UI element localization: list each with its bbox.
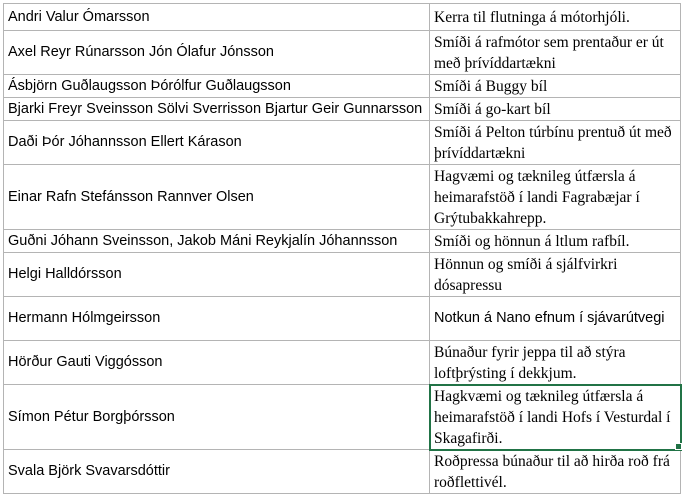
project-cell[interactable]: Búnaður fyrir jeppa til að stýra loftþrýsting í dekkjum. bbox=[430, 341, 681, 385]
project-cell[interactable]: Hagvæmi og tæknileg útfærsla á heimarafstöð í landi Fagrabæjar í Grýtubakkahrepp. bbox=[430, 165, 681, 230]
table-row bbox=[4, 450, 681, 494]
project-cell[interactable]: Smíði og hönnun á ltlum rafbíl. bbox=[430, 230, 681, 253]
table-row bbox=[4, 4, 681, 31]
project-cell[interactable]: Smíði á Pelton túrbínu prentuð út með þrívíddartækni bbox=[430, 121, 681, 165]
name-cell[interactable]: Hörður Gauti Viggósson bbox=[4, 341, 430, 385]
name-cell[interactable]: Einar Rafn Stefánsson Rannver Olsen bbox=[4, 165, 430, 230]
table-row bbox=[4, 121, 681, 165]
fill-handle[interactable] bbox=[675, 443, 682, 450]
project-cell[interactable]: Smíði á go-kart bíl bbox=[430, 98, 681, 121]
name-cell[interactable]: Hermann Hólmgeirsson bbox=[4, 297, 430, 341]
project-cell[interactable]: Smíði á rafmótor sem prentaður er út með þrívíddartækni bbox=[430, 31, 681, 75]
name-cell[interactable]: Símon Pétur Borgþórsson bbox=[4, 385, 430, 450]
table-row bbox=[4, 75, 681, 98]
table-row bbox=[4, 341, 681, 385]
project-cell[interactable]: Notkun á Nano efnum í sjávarútvegi bbox=[430, 297, 681, 341]
project-cell[interactable]: Hönnun og smíði á sjálfvirkri dósapressu bbox=[430, 253, 681, 297]
project-cell[interactable]: Smíði á Buggy bíl bbox=[430, 75, 681, 98]
selected-project-cell[interactable]: Hagkvæmi og tæknileg útfærsla á heimarafstöð í landi Hofs í Vesturdal í Skagafirði. bbox=[430, 385, 681, 450]
name-cell[interactable]: Svala Björk Svavarsdóttir bbox=[4, 450, 430, 494]
table-row bbox=[4, 253, 681, 297]
name-cell[interactable]: Axel Reyr Rúnarsson Jón Ólafur Jónsson bbox=[4, 31, 430, 75]
name-cell[interactable]: Bjarki Freyr Sveinsson Sölvi Sverrisson Bjartur Geir Gunnarsson bbox=[4, 98, 430, 121]
name-cell[interactable]: Daði Þór Jóhannsson Ellert Kárason bbox=[4, 121, 430, 165]
project-cell[interactable]: Roðpressa búnaður til að hirða roð frá roðflettivél. bbox=[430, 450, 681, 494]
name-cell[interactable]: Guðni Jóhann Sveinsson, Jakob Máni Reykjalín Jóhannsson bbox=[4, 230, 430, 253]
table-row bbox=[4, 230, 681, 253]
table-row bbox=[4, 165, 681, 230]
project-cell[interactable]: Kerra til flutninga á mótorhjóli. bbox=[430, 4, 681, 31]
table-row bbox=[4, 31, 681, 75]
name-cell[interactable]: Helgi Halldórsson bbox=[4, 253, 430, 297]
table-row bbox=[4, 297, 681, 341]
table-row bbox=[4, 98, 681, 121]
name-cell[interactable]: Andri Valur Ómarsson bbox=[4, 4, 430, 31]
spreadsheet-table bbox=[3, 3, 681, 494]
table-row bbox=[4, 385, 681, 450]
name-cell[interactable]: Ásbjörn Guðlaugsson Þórólfur Guðlaugsson bbox=[4, 75, 430, 98]
